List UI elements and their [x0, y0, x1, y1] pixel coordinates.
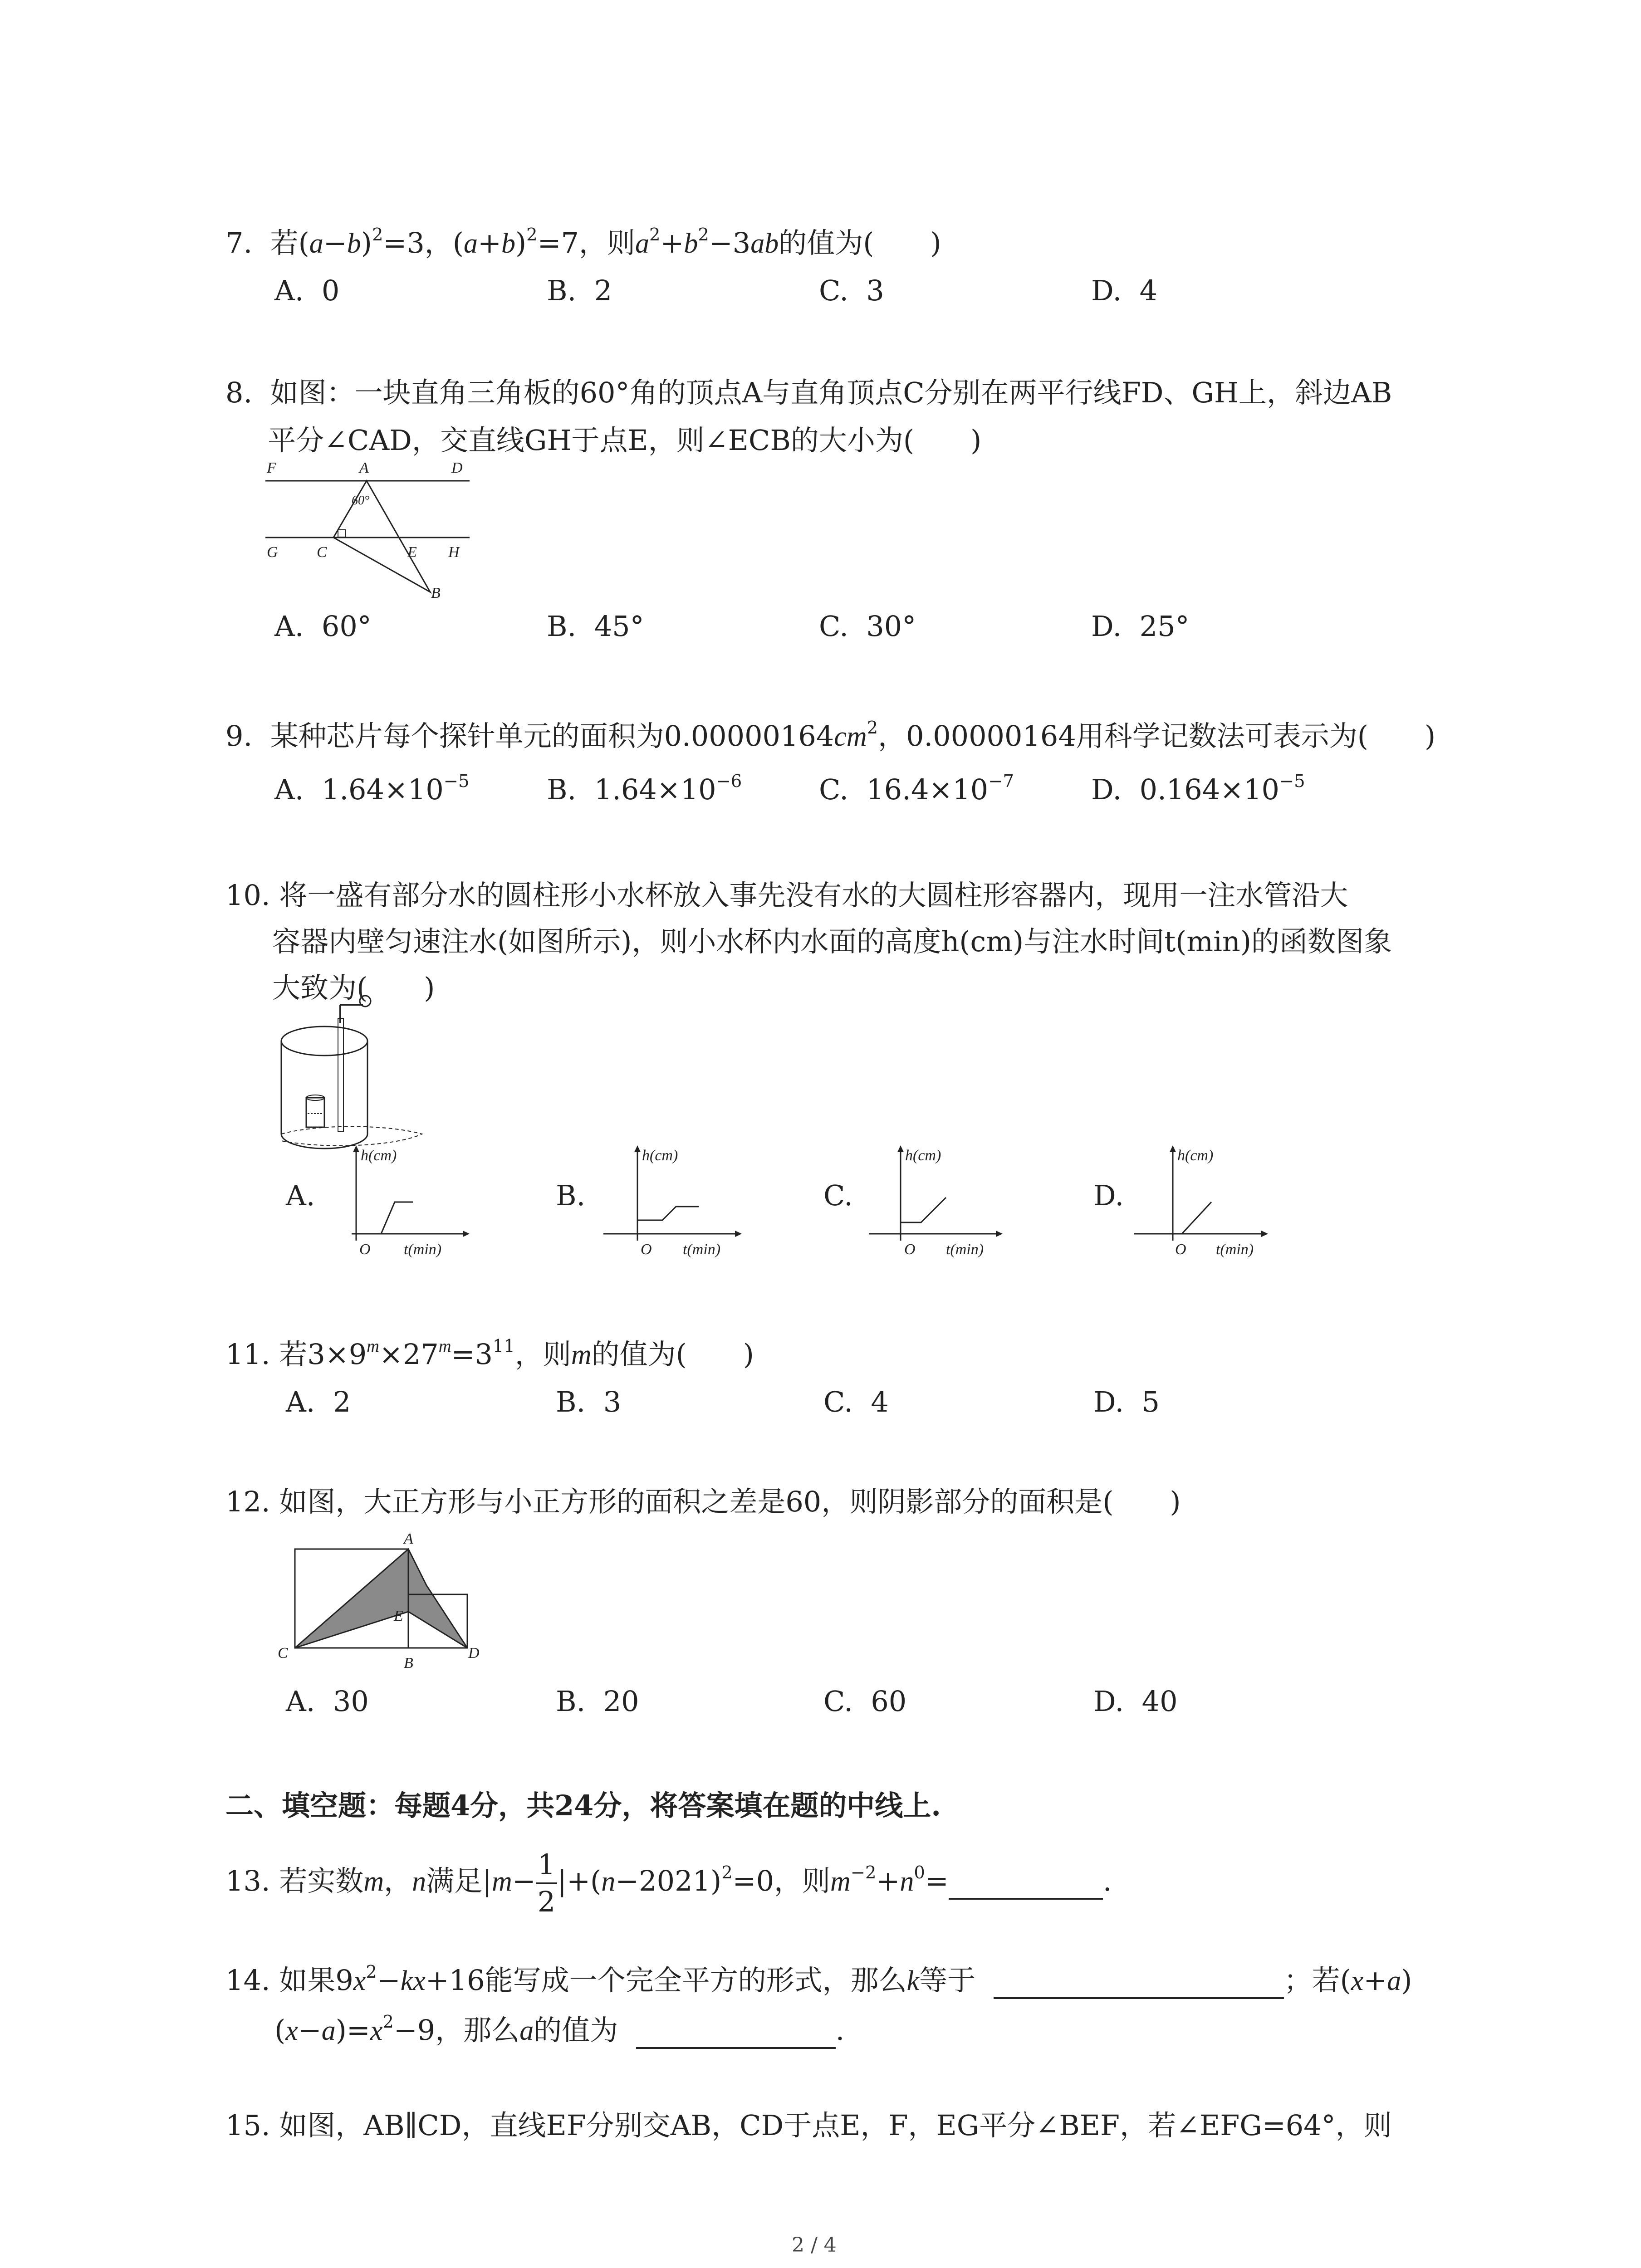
q10-line1: 10. 将一盛有部分水的圆柱形小水杯放入事先没有水的大圆柱形容器内，现用一注水管沿大: [225, 879, 1348, 912]
q10-container-figure: [272, 1005, 436, 1154]
q9-option-b: B. $1.64\times 10^{-6}$: [547, 771, 742, 806]
q12-option-d: D. 40: [1093, 1685, 1178, 1718]
q8-option-d: D. 25°: [1091, 610, 1190, 643]
q12-figure-squares: [272, 1522, 490, 1676]
q8-option-b: B. 45°: [547, 610, 644, 643]
q10-option-b-label: B.: [556, 1179, 586, 1212]
q11-option-d: D. 5: [1093, 1385, 1160, 1418]
q10-graph-d: [1130, 1143, 1275, 1261]
section2-heading: 二、填空题：每题4分，共24分，将答案填在题的中线上.: [225, 1789, 941, 1822]
q12-option-b: B. 20: [556, 1685, 639, 1718]
q9-option-d: D. $0.164\times 10^{-5}$: [1091, 771, 1305, 806]
q10-graph-b: [599, 1143, 753, 1261]
q14-line1: 14. 如果$9x^2-kx+16$能写成一个完全平方的形式，那么k等于 ；若(x+a): [225, 1966, 1412, 1999]
q12-label-a: A: [404, 1530, 413, 1547]
q7-stem: 7. 若$(a-b)^2=3$，$(a+b)^2=7$，则$a^2+b^2-3ab$的值为( ): [225, 225, 941, 259]
q8-label-h: H: [448, 544, 460, 561]
q7-option-d: D. 4: [1091, 274, 1158, 307]
q7-option-b: B. 2: [547, 274, 612, 307]
q8-line1: 8. 如图：一块直角三角板的60°角的顶点A与直角顶点C分别在两平行线FD、GH上，斜边AB: [225, 376, 1392, 409]
q14-line2: $(x-a)=x^2-9$，那么a的值为 .: [274, 2016, 844, 2049]
q12-label-d: D: [468, 1645, 480, 1662]
q13-fraction: $\frac{1}{2}$: [536, 1851, 557, 1916]
q13-answer-blank[interactable]: [949, 1870, 1103, 1900]
q8-option-c: C. 30°: [819, 610, 916, 643]
q10-option-c-label: C.: [823, 1179, 853, 1212]
q10-graph-c: [864, 1143, 1009, 1261]
q14-answer-blank-k[interactable]: [994, 1969, 1284, 1999]
q11-option-a: A. 2: [286, 1385, 351, 1418]
q7-option-a: A. 0: [274, 274, 340, 307]
q10-line3: 大致为( ): [272, 971, 435, 1004]
q10-graph-c-origin: O: [904, 1241, 916, 1258]
q11-option-b: B. 3: [556, 1385, 622, 1418]
q10-graph-a-origin: O: [359, 1241, 371, 1258]
q8-label-c: C: [317, 544, 327, 561]
q10-option-d-label: D.: [1093, 1179, 1124, 1212]
q10-option-a-label: A.: [286, 1179, 315, 1212]
q12-stem: 12. 如图，大正方形与小正方形的面积之差是60，则阴影部分的面积是( ): [225, 1485, 1181, 1518]
q10-graph-b-ylabel: h(cm): [642, 1147, 678, 1164]
q10-line2: 容器内壁匀速注水(如图所示)，则小水杯内水面的高度h(cm)与注水时间t(min)的函数图象: [272, 925, 1392, 958]
q10-graph-a-ylabel: h(cm): [361, 1147, 397, 1164]
q10-graph-c-ylabel: h(cm): [905, 1147, 941, 1164]
q11-option-c: C. 4: [823, 1385, 889, 1418]
q9-stem: 9. 某种芯片每个探针单元的面积为$0.00000164cm^2$，0.00000164用科学记数法可表示为( ): [225, 718, 1436, 753]
q10-graph-d-origin: O: [1175, 1241, 1186, 1258]
q10-graph-c-xlabel: t(min): [946, 1241, 984, 1258]
q8-figure-triangle: [263, 454, 472, 603]
q12-label-c: C: [278, 1645, 288, 1662]
q13-stem: 13. 若实数m，n满足|m− $\frac{1}{2}$ $|+(n-2021)^2=0$，则$m^{-2}+n^0=$ .: [225, 1848, 1112, 1918]
q12-label-e: E: [394, 1608, 403, 1624]
q11-stem: 11. 若$3\times 9^m\times 27^m=3^{11}$，则m的值为( ): [225, 1336, 754, 1371]
q15-stem: 15. 如图，AB∥CD，直线EF分别交AB，CD于点E，F，EG平分∠BEF，若∠EFG=64°，则: [225, 2109, 1392, 2142]
q8-line2: 平分∠CAD，交直线GH于点E，则∠ECB的大小为( ): [268, 424, 982, 457]
q7-option-c: C. 3: [819, 274, 884, 307]
q8-label-b: B: [431, 585, 441, 601]
q10-graph-d-xlabel: t(min): [1216, 1241, 1254, 1258]
q12-option-c: C. 60: [823, 1685, 907, 1718]
q8-label-d: D: [451, 459, 463, 476]
q8-label-e: E: [407, 544, 417, 561]
q10-graph-b-origin: O: [641, 1241, 652, 1258]
q12-label-b: B: [404, 1655, 413, 1672]
q8-label-a: A: [359, 459, 369, 476]
q10-graph-a-xlabel: t(min): [404, 1241, 442, 1258]
q10-graph-b-xlabel: t(min): [683, 1241, 721, 1258]
q8-label-60deg: 60°: [352, 494, 370, 508]
q8-label-g: G: [267, 544, 278, 561]
q8-label-f: F: [267, 459, 276, 476]
q10-graph-d-ylabel: h(cm): [1177, 1147, 1214, 1164]
q9-option-a: A. $1.64\times 10^{-5}$: [274, 771, 470, 806]
q12-option-a: A. 30: [286, 1685, 369, 1718]
page-number: 2 / 4: [792, 2234, 837, 2257]
q10-graph-a: [331, 1143, 467, 1261]
q9-option-c: C. $16.4\times 10^{-7}$: [819, 771, 1014, 806]
q14-answer-blank-a[interactable]: [636, 2019, 836, 2049]
q8-option-a: A. 60°: [274, 610, 372, 643]
